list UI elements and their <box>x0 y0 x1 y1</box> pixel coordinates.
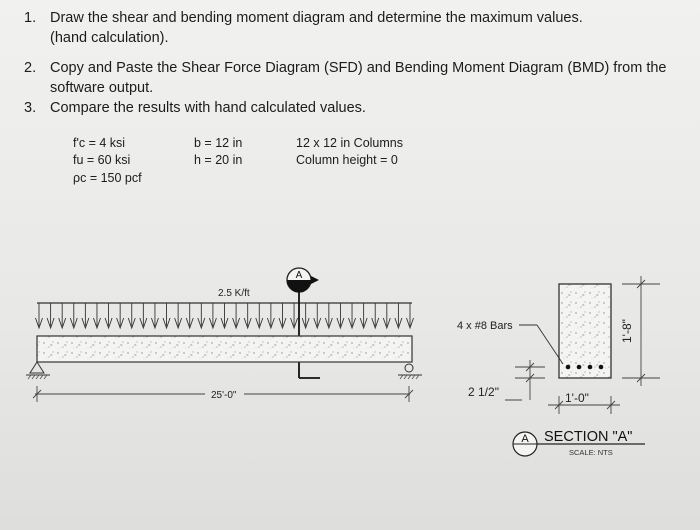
question-text-cont: (hand calculation). <box>50 30 169 46</box>
load-arrows <box>36 303 414 328</box>
question-text: Compare the results with hand calculated values. <box>50 100 366 116</box>
distributed-load <box>36 303 414 328</box>
cover-label: 2 1/2" <box>468 385 499 399</box>
section-title-letter: A <box>521 433 529 445</box>
beam <box>37 336 412 362</box>
property-b: b = 12 in <box>194 136 243 150</box>
roller-support-right <box>398 364 422 379</box>
load-label: 2.5 K/ft <box>218 288 250 299</box>
question-text: Copy and Paste the Shear Force Diagram (SFD) and Bending Moment Diagram (BMD) from the <box>50 60 667 76</box>
question-number: 3. <box>24 100 37 116</box>
width-label: 1'-0" <box>565 391 589 405</box>
cover-dimension <box>505 360 545 400</box>
property-column-height: Column height = 0 <box>296 153 398 167</box>
section-scale: SCALE: NTS <box>569 448 613 457</box>
bars-label: 4 x #8 Bars <box>457 320 513 332</box>
property-fu: fu = 60 ksi <box>73 153 131 167</box>
section-cut-letter: A <box>295 270 303 281</box>
question-number: 1. <box>24 10 37 26</box>
pin-support-left <box>26 362 50 379</box>
property-fc: f'c = 4 ksi <box>73 136 126 150</box>
height-label: 1'-8" <box>620 319 634 343</box>
property-h: h = 20 in <box>194 153 243 167</box>
question-number: 2. <box>24 60 37 76</box>
property-columns: 12 x 12 in Columns <box>296 136 404 150</box>
section-title: SECTION "A" <box>544 429 633 445</box>
question-text: Draw the shear and bending moment diagram and determine the maximum values. <box>50 10 583 26</box>
beam-cross-section <box>559 284 611 378</box>
span-label: 25'-0" <box>211 390 237 401</box>
question-text-cont: software output. <box>50 80 154 96</box>
property-pc: ρc = 150 pcf <box>73 171 142 185</box>
